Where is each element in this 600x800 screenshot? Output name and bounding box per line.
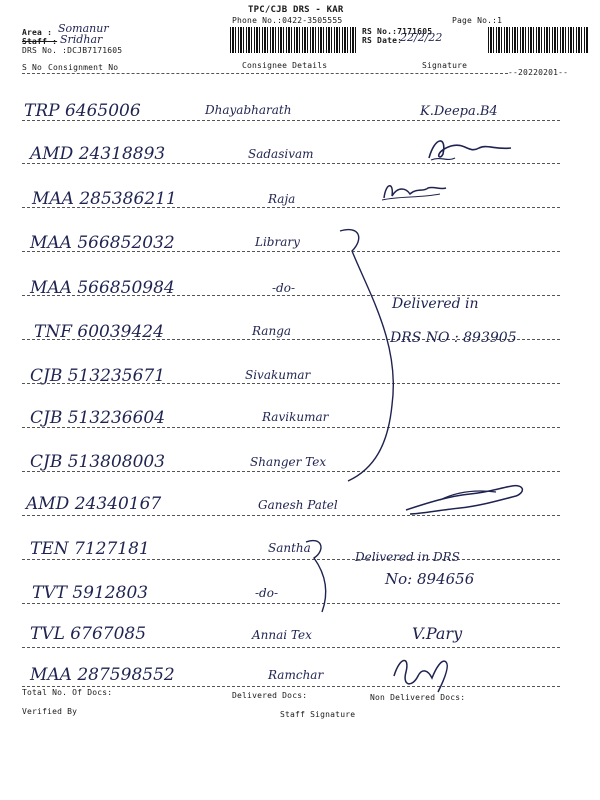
consignment-number: TVL 6767085: [30, 624, 147, 644]
note-delivered-2a: Delivered in DRS: [355, 550, 460, 564]
staff-label: Staff :: [22, 37, 58, 46]
consignee-name: Sadasivam: [248, 147, 314, 161]
staff-value: Sridhar: [60, 33, 103, 46]
consignee-name: Ranga: [252, 324, 292, 338]
signature-text-1: K.Deepa.B4: [420, 104, 498, 119]
row-divider: [22, 647, 560, 648]
row-divider: [22, 251, 560, 252]
consignment-number: TNF 60039424: [34, 322, 164, 342]
consignee-name: Ganesh Patel: [258, 498, 338, 512]
consignee-name: Raja: [268, 192, 296, 206]
signature-2: [425, 132, 515, 166]
row-divider: [22, 471, 560, 472]
document-title: TPC/CJB DRS - KAR: [248, 5, 344, 15]
consignment-number: TVT 5912803: [32, 583, 149, 603]
non-delivered-docs-label: Non Delivered Docs:: [370, 693, 466, 702]
consignment-number: AMD 24318893: [30, 144, 166, 164]
rs-date-value: 22/2/22: [400, 31, 443, 44]
signature-text-13: V.Pary: [412, 624, 463, 643]
delivered-docs-label: Delivered Docs:: [232, 691, 308, 700]
signature-14: [388, 650, 458, 696]
note-delivered-2b: No: 894656: [385, 570, 475, 588]
verified-by-label: Verified By: [22, 707, 78, 716]
column-consignee: Consignee Details: [242, 61, 328, 70]
rs-date-label: RS Date:: [362, 36, 403, 45]
total-docs-label: Total No. Of Docs:: [22, 688, 113, 697]
consignment-number: AMD 24340167: [26, 494, 162, 514]
consignment-number: TRP 6465006: [24, 101, 141, 121]
area-label: Area :: [22, 28, 53, 37]
consignee-name: -do-: [272, 281, 296, 295]
consignment-number: TEN 7127181: [30, 539, 150, 559]
note-delivered-1b: DRS NO : 893905: [390, 330, 517, 346]
column-signature: Signature: [422, 61, 468, 70]
row-divider: [22, 603, 560, 604]
row-divider: [22, 295, 560, 296]
row-divider: [22, 427, 560, 428]
barcode-right: [488, 27, 588, 53]
consignee-name: Annai Tex: [252, 628, 312, 642]
phone-number: Phone No.:0422-3505555: [232, 16, 343, 25]
staff-signature-label: Staff Signature: [280, 710, 356, 719]
consignee-name: Santha: [268, 541, 311, 555]
barcode-left: [230, 27, 358, 53]
brace-right-large: [330, 225, 410, 485]
area-value: Somanur: [58, 22, 109, 35]
consignment-number: MAA 285386211: [32, 189, 177, 209]
row-divider: [22, 120, 560, 121]
consignee-name: Sivakumar: [245, 368, 311, 382]
consignee-name: Shanger Tex: [250, 455, 327, 469]
column-consignment: Consignment No: [48, 63, 119, 72]
row-divider: [22, 559, 560, 560]
signature-4: [400, 480, 530, 520]
consignee-name: -do-: [255, 586, 279, 600]
note-delivered-1a: Delivered in: [392, 296, 479, 312]
consignee-name: Ravikumar: [262, 410, 329, 424]
drs-number: DRS No. :DCJB7171605: [22, 46, 123, 55]
consignment-number: MAA 287598552: [30, 665, 175, 685]
signature-3: [380, 176, 450, 204]
consignment-number: CJB 513236604: [30, 408, 166, 428]
consignment-number: MAA 566852032: [30, 233, 175, 253]
header-divider: [22, 73, 508, 74]
consignee-name: Ramchar: [268, 668, 324, 682]
consignee-name: Library: [255, 235, 300, 249]
date-code: --20220201--: [508, 68, 569, 77]
column-sno: S No: [22, 63, 43, 72]
consignee-name: Dhayabharath: [205, 103, 292, 117]
row-divider: [22, 383, 560, 384]
consignment-number: MAA 566850984: [30, 278, 175, 298]
brace-right-small: [300, 536, 340, 616]
consignment-number: CJB 513235671: [30, 366, 166, 386]
row-divider: [22, 686, 560, 687]
row-divider: [22, 207, 560, 208]
consignment-number: CJB 513808003: [30, 452, 166, 472]
rs-number: RS No.:7171605: [362, 27, 433, 36]
page-number: Page No.:1: [452, 16, 503, 25]
